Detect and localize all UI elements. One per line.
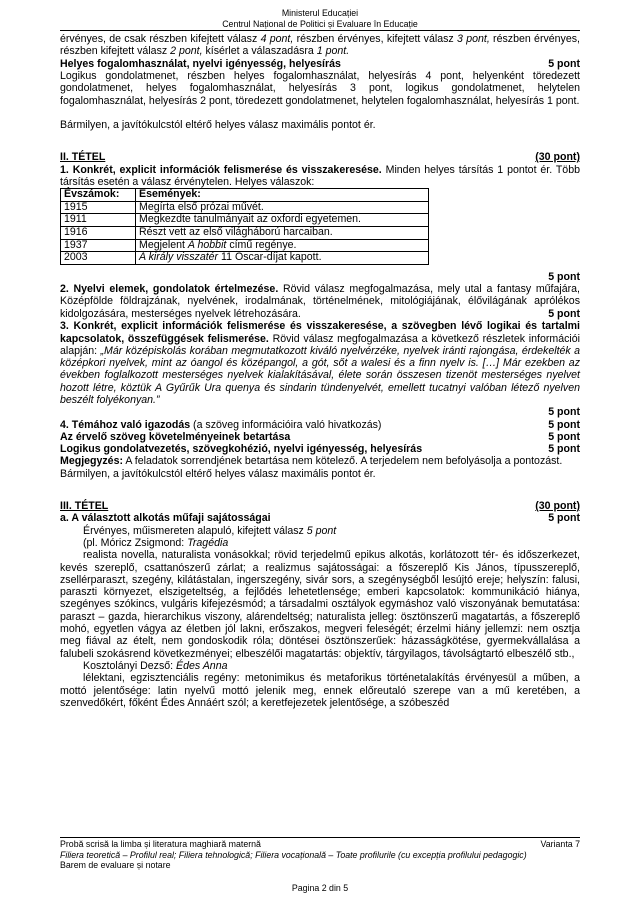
table-row (61, 214, 429, 227)
table-row (61, 252, 429, 265)
page-footer (60, 837, 580, 893)
a-para1: realista novella, naturalista vonásokkal; rövid terjedelmű epikus alkotás, korlátozott tér- és időszerkezet, kevés szereplő, csattanószerű zárlat; a realizmus sajátosságai: a főszereplő Kis János, típusszereplő, zsellérparaszt, szegény, kilátástalan, ingerszegény, sivár sors, a szegénységből lesújtó ereje; helyszín: falusi, paraszti környezet, elszigeteltség, a fejlődés lehetetlensége; emberi kapcsolatok: kommunikáció hiánya, szegényes szókincs, vulgáris kifejezésmód; a társadalmi osztályok egymáshoz való viszonyának bemutatása: paraszt – gazda, hierarchikus viszony, alárendeltség; naturalista jelleg: ösztönszerű magatartás, a főszereplő mohó, egyetlen vágya az életben jól lakni, erőszakos, megveri feleségét; érzelmi hiány jellemzi: nem osztja meg fiával az ételt, nem gondoskodik róla; döntései ösztönszerűek: házasságkötése, gyermekvállalása a falubeli szokásrend következményei; elbeszélői magatartás: objektív, tárgyilagos, távolságtartó elbeszélő stb., (60, 549, 580, 660)
table-header-year: Évszámok: (61, 189, 136, 202)
header-ministry: Ministerul Educației (281, 8, 359, 18)
table-cell-year: 1937 (61, 239, 136, 252)
usage-heading: Helyes fogalomhasználat, nyelvi igényesség, helyesírás 5 pont (60, 57, 580, 70)
table-row (61, 201, 429, 214)
q6-row: Logikus gondolatvezetés, szövegkohézió, nyelvi igényesség, helyesírás 5 pont (60, 443, 580, 456)
q3-text: 3. Konkrét, explicit információk felismerése és visszakeresése, a szövegben lévő logikai és tartalmi kapcsolatok, összefüggések felismerése. Rövid válasz megfogalmazása a következő részletek információi alapján: „Már középiskolás korában megmutatkozott kiváló nyelvérzéke, nyelvek iránti rajongása, érdekelték a középkori nyelvek, mint az óangol és középangol, a gót, sőt a walesi és a finn nyelv is. […] Már ezekben az években foglalkozott mesterséges nyelvek kialakításával, élete során összesen tizenöt mesterséges nyelvet hozott létre, köztük A Gyűrűk Ura quenya és sindarin tündenyelvét, emellett tucatnyi valóban létező nyelven beszélt folyékonyan.” (60, 320, 580, 406)
header-divider (60, 30, 580, 31)
footer-line2: Filiera teoretică – Profilul real; Filiera tehnologică; Filiera vocațională – Toate profilurile (cu excepția profilului pedagogic) (60, 849, 527, 860)
q4-row: 4. Témához való igazodás (a szöveg információira való hivatkozás) 5 pont (60, 418, 580, 431)
a-line3: Kosztolányi Dezső: Édes Anna (83, 659, 228, 672)
q1-points: 5 pont (548, 270, 580, 283)
any-answer-note-1: Bármilyen, a javítókulcstól eltérő helyes válasz maximális pontot ér. (60, 118, 376, 131)
footer-divider (60, 837, 580, 838)
document-page (60, 8, 580, 709)
table-header-row (61, 189, 429, 202)
usage-text: Logikus gondolatmenet, részben helyes fogalomhasználat, helyesírás 4 pont, helyenként töredezett gondolatmenet, helyes fogalomhasználat, helyesírás 3 pont, logikus gondolatmenet, helytelen fogalomhasználat, helyesírás 2 pont, töredezett gondolatmenet, helytelen fogalomhasználat, helyesírás 1 pont. (60, 70, 580, 107)
table-row (61, 239, 429, 252)
footer-line3: Barem de evaluare și notare (60, 860, 171, 870)
q2-points: 5 pont (548, 307, 580, 320)
section-3-title: III. TÉTEL (30 pont) (60, 500, 580, 513)
table-cell-year: 1915 (61, 201, 136, 214)
a-line1: Érvényes, műismereten alapuló, kifejtett válasz 5 pont (83, 524, 337, 537)
table-cell-event: Megkezdte tanulmányait az oxfordi egyetemen. (136, 214, 429, 227)
header-center: Centrul Național de Politici și Evaluare în Educație (222, 18, 418, 29)
table-cell-event: Részt vett az első világháború harcaiban. (136, 226, 429, 239)
a-para2: lélektani, egzisztenciális regény: metonimikus és metaforikus történetalakítás érvényesül a műben, a mottó jelentősége: latin nyelvű mottó jelenik meg, ennek előreutaló szerepe van a mű keretében, a szenvedőkért, főként Édes Annáért szól; a keretfejezetek jelentősége, a szóbeszéd (60, 672, 580, 709)
q5-row: Az érvelő szöveg követelményeinek betartása 5 pont (60, 430, 580, 443)
q3-points: 5 pont (548, 406, 580, 419)
footer-line1: Probă scrisă la limba și literatura maghiară maternă Varianta 7 (60, 839, 580, 849)
any-answer-note-2: Bármilyen, a javítókulcstól eltérő helyes válasz maximális pontot ér. (60, 467, 376, 480)
note-text: Megjegyzés: A feladatok sorrendjének betartása nem kötelező. A terjedelem nem befolyásolja a pontozást. (60, 455, 563, 468)
table-cell-event: Megírta első prózai művét. (136, 201, 429, 214)
table-header-event: Események: (136, 189, 429, 202)
table-cell-year: 2003 (61, 252, 136, 265)
table-row (61, 226, 429, 239)
a-heading: a. A választott alkotás műfaji sajátosságai 5 pont (60, 512, 580, 525)
section-2-title: II. TÉTEL (30 pont) (60, 151, 580, 164)
page-header (60, 8, 580, 29)
events-table (60, 188, 429, 265)
table-cell-year: 1911 (61, 214, 136, 227)
table-cell-event: Megjelent A hobbit című regénye. (136, 239, 429, 252)
q1-text: 1. Konkrét, explicit információk felismerése és visszakeresése. Minden helyes társítás 1 pontot ér. Több társítás esetén a válasz érvénytelen. Helyes válaszok: (60, 163, 580, 188)
table-cell-year: 1916 (61, 226, 136, 239)
intro-paragraph: érvényes, de csak részben kifejtett válasz 4 pont, részben érvényes, kifejtett válasz 3 pont, részben érvényes, részben kifejtett válasz 2 pont, kísérlet a válaszadásra 1 pont. (60, 33, 580, 58)
q2-text: 2. Nyelvi elemek, gondolatok értelmezése. Rövid válasz megfogalmazása, mely utal a fantasy műfajára, Középfölde földrajzának, nyelvének, irodalmának, történelmének, mitológiájának, élővilágának aprólékos kidolgozására, mesterséges nyelvek létrehozására. (60, 283, 580, 320)
table-cell-event: A király visszatér 11 Oscar-díjat kapott. (136, 252, 429, 265)
page-number: Pagina 2 din 5 (291, 882, 349, 893)
a-line2: (pl. Móricz Zsigmond: Tragédia (83, 536, 229, 549)
